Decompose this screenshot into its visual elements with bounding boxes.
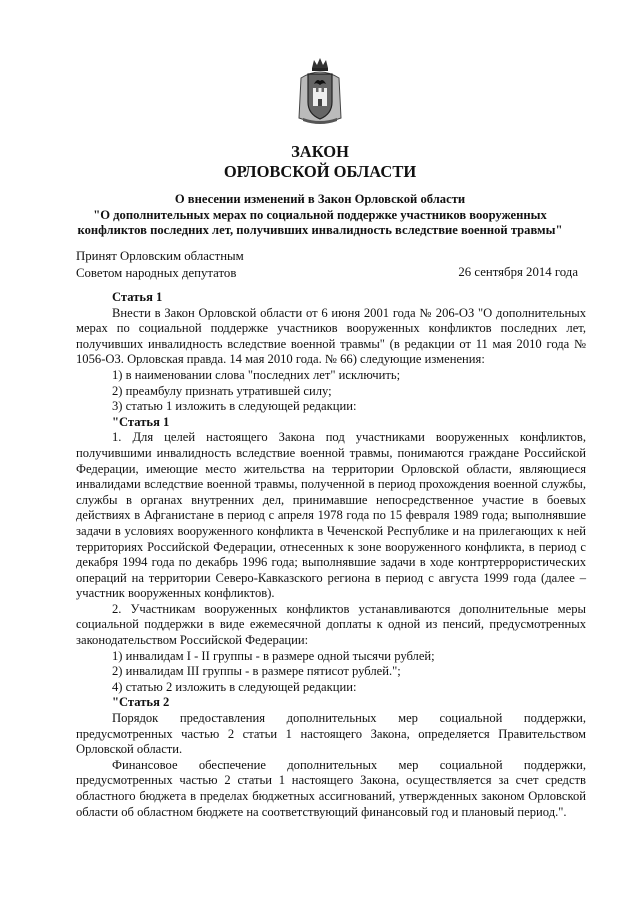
new-article-1-heading: "Статья 1 bbox=[112, 414, 170, 429]
adopted-line-1: Принят Орловским областным bbox=[76, 249, 244, 263]
adoption-date: 26 сентября 2014 года bbox=[458, 265, 578, 279]
document-body bbox=[76, 290, 586, 820]
article-1-intro: Внести в Закон Орловской области от 6 июня 2001 года № 206-ОЗ "О дополнительных мерах по социальной поддержке участников вооруженных конфликтов последних лет, получивших инвалидность вследствие военной травмы" (в редакции от 11 мая 2010 года № 1056-ОЗ. Орловская правда. 14 мая 2010 года. № 66) следующие изменения: bbox=[76, 305, 586, 367]
point-2-sub-2: 2) инвалидам III группы - в размере пятисот рублей."; bbox=[112, 664, 401, 679]
point-2-sub-1: 1) инвалидам I - II группы - в размере одной тысячи рублей; bbox=[112, 648, 435, 663]
article-1-heading: Статья 1 bbox=[112, 290, 163, 304]
change-item-2: 2) преамбулу признать утратившей силу; bbox=[112, 383, 332, 398]
subtitle-line-2: "О дополнительных мерах по социальной поддержке участников вооруженных конфликтов последних лет, получивших инвалидность вследствие военной травмы" bbox=[77, 207, 563, 237]
law-subtitle bbox=[60, 192, 580, 239]
new-article-1-point-1: 1. Для целей настоящего Закона под участниками вооруженных конфликтов, получившими инвалидность вследствие военной травмы, понимаются граждане Российской Федерации, имеющие место жительства на территории Орловской области, являющиеся инвалидами вследствие военной травмы, полученной в период прохождения военной службы, службы в органах внутренних дел, принимавшие непосредственное участие в боевых действиях в Афганистане в период с апреля 1978 года по 15 февраля 1989 года; выполнявшие задачи в условиях вооруженного конфликта в Чеченской Республике и на прилегающих к ней территориях Российской Федерации, отнесенных к зоне вооруженного конфликта, в период с декабря 1994 года по декабрь 1996 года; выполнявшие задачи в ходе контртеррористических операций на территории Северо-Кавказского региона в период с августа 1999 года (далее – участник вооруженных конфликтов). bbox=[76, 430, 586, 601]
region-title: ОРЛОВСКОЙ ОБЛАСТИ bbox=[223, 162, 417, 181]
adopted-line-2: Советом народных депутатов bbox=[76, 266, 237, 280]
coat-of-arms-icon bbox=[297, 56, 343, 126]
new-article-1-point-2: 2. Участникам вооруженных конфликтов устанавливаются дополнительные меры социальной поддержки в виде ежемесячной доплаты к одной из пенсий, предусмотренных законодательством Российской Федерации: bbox=[76, 601, 586, 648]
change-item-3: 3) статью 1 изложить в следующей редакции: bbox=[112, 399, 357, 414]
change-item-4: 4) статью 2 изложить в следующей редакции: bbox=[112, 679, 357, 694]
document-type-title: ЗАКОН bbox=[291, 142, 349, 161]
adoption-info bbox=[76, 248, 244, 282]
new-article-2-order-paragraph: Порядок предоставления дополнительных мер социальной поддержки, предусмотренных частью 2 статьи 1 настоящего Закона, определяется Правительством Орловской области. bbox=[76, 711, 586, 757]
new-article-2-finance-paragraph: Финансовое обеспечение дополнительных мер социальной поддержки, предусмотренных частью 2 статьи 1 настоящего Закона, осуществляется за счет средств областного бюджета в пределах бюджетных ассигнований, утвержденных законом Орловской области об областном бюджете на соответствующий финансовый год и плановый период.". bbox=[76, 757, 586, 819]
new-article-2-heading: "Статья 2 bbox=[112, 695, 170, 710]
change-item-1: 1) в наименовании слова "последних лет" исключить; bbox=[112, 367, 401, 382]
subtitle-line-1: О внесении изменений в Закон Орловской области bbox=[174, 192, 466, 206]
